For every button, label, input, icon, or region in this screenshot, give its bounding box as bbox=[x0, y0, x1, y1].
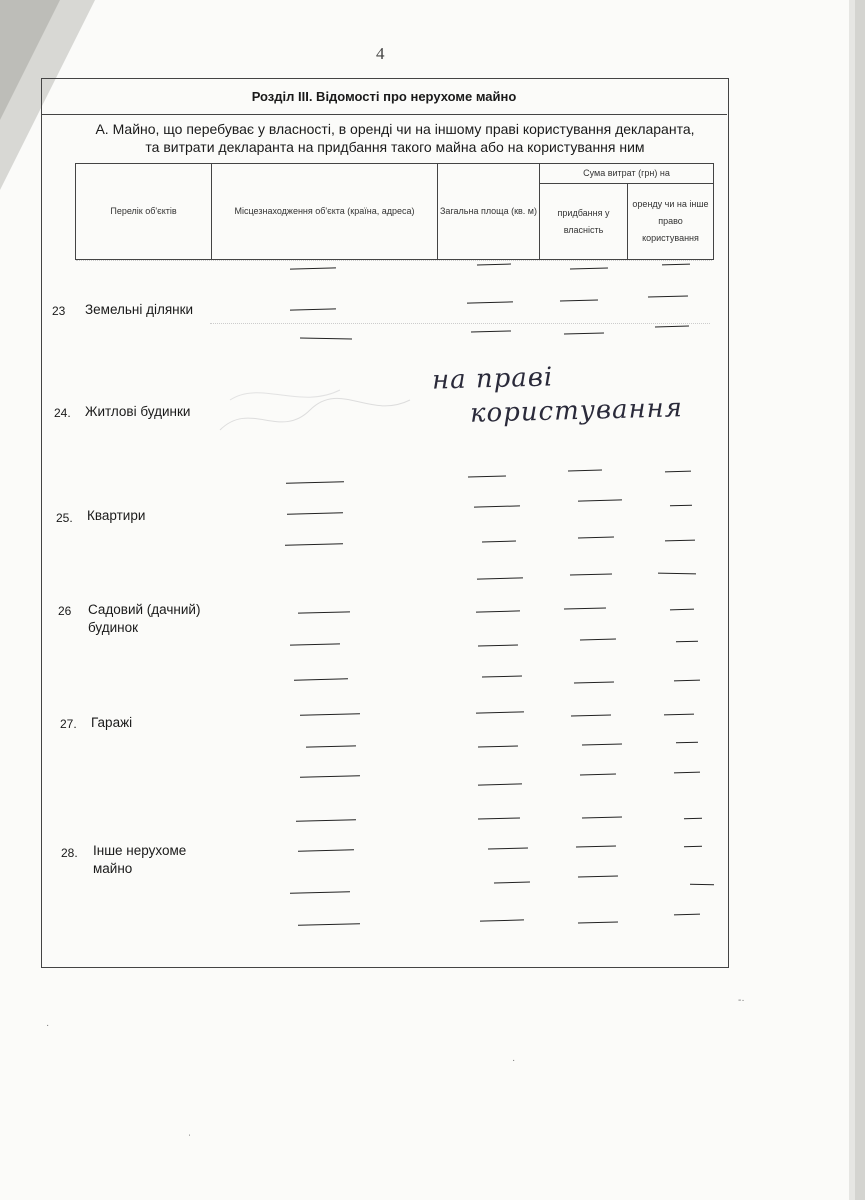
row-number: 23 bbox=[52, 304, 66, 318]
header-table bbox=[75, 163, 714, 260]
scan-speck: ˈ bbox=[188, 1134, 192, 1145]
handwritten-note-line1: на праві bbox=[431, 362, 554, 396]
row-number: 24. bbox=[54, 406, 71, 420]
header-objects: Перелік об'єктів bbox=[76, 164, 212, 260]
header-area: Загальна площа (кв. м) bbox=[438, 164, 540, 260]
scan-speck: -· bbox=[738, 995, 745, 1006]
header-rent: оренду чи на інше право користування bbox=[628, 184, 714, 260]
section-subtitle bbox=[60, 120, 730, 156]
header-purchase: придбання у власність bbox=[540, 184, 628, 260]
row-number: 25. bbox=[56, 511, 73, 525]
handwritten-note-line2: користування bbox=[469, 393, 684, 429]
header-expenses: Сума витрат (грн) на bbox=[540, 164, 714, 184]
faint-rule bbox=[210, 323, 710, 324]
scan-speck: · bbox=[512, 1055, 516, 1066]
row-label-garages: Гаражі bbox=[91, 715, 133, 730]
row-number: 27. bbox=[60, 717, 77, 731]
row-label-apartments: Квартири bbox=[87, 508, 146, 523]
subtitle-line-2: та витрати декларанта на придбання такого майна або на користування ним bbox=[145, 139, 645, 155]
row-number: 26 bbox=[58, 604, 72, 618]
page-number: 4 bbox=[376, 44, 385, 63]
subtitle-line-1: А. Майно, що перебуває у власності, в оренді чи на іншому праві користування декларанта, bbox=[95, 121, 695, 137]
scan-speck: · bbox=[46, 1020, 50, 1031]
faint-erased-mark bbox=[210, 370, 440, 450]
row-label-garden-house: Садовий (дачний) будинок bbox=[88, 602, 201, 635]
row-label-houses: Житлові будинки bbox=[85, 404, 191, 419]
scan-edge-shadow bbox=[825, 0, 865, 1200]
row-label-land: Земельні ділянки bbox=[85, 302, 194, 317]
faint-rule bbox=[76, 260, 712, 261]
section-title: Розділ III. Відомості про нерухоме майно bbox=[41, 78, 727, 115]
row-label-other: Інше нерухоме майно bbox=[93, 843, 187, 876]
header-location: Місцезнаходження об'єкта (країна, адреса) bbox=[212, 164, 438, 260]
row-number: 28. bbox=[61, 846, 78, 860]
